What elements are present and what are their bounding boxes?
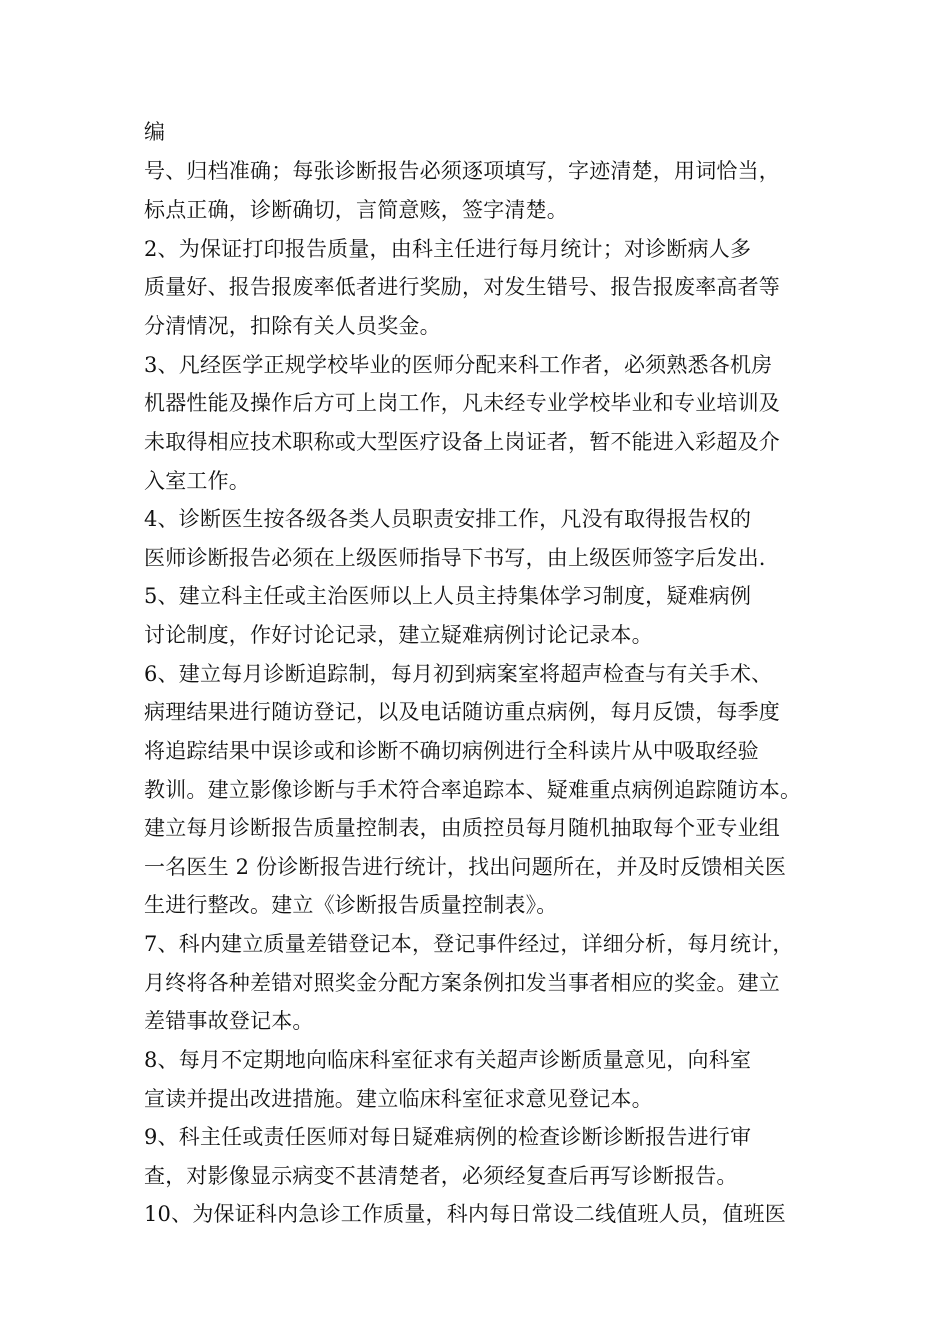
text-line: 查，对影像显示病变不甚清楚者，必须经复查后再写诊断报告。	[144, 1164, 738, 1188]
text-line: 未取得相应技术职称或大型医疗设备上岗证者，暂不能进入彩超及介	[144, 430, 780, 454]
text-line: 8、每月不定期地向临床科室征求有关超声诊断质量意见，向科室	[144, 1048, 752, 1072]
text-line: 宣读并提出改进措施。建立临床科室征求意见登记本。	[144, 1087, 653, 1111]
text-line: 9、科主任或责任医师对每日疑难病例的检查诊断诊断报告进行审	[144, 1125, 752, 1149]
text-line: 讨论制度，作好讨论记录，建立疑难病例讨论记录本。	[144, 623, 653, 647]
text-line: 2、为保证打印报告质量，由科主任进行每月统计；对诊断病人多	[144, 237, 752, 261]
text-line: 7、科内建立质量差错登记本，登记事件经过，详细分析，每月统计，	[144, 932, 794, 956]
text-line: 6、建立每月诊断追踪制，每月初到病案室将超声检查与有关手术、	[144, 662, 773, 686]
text-line: 入室工作。	[144, 469, 250, 493]
text-line: 质量好、报告报废率低者进行奖励，对发生错号、报告报废率高者等	[144, 275, 780, 299]
text-line: 教训。建立影像诊断与手术符合率追踪本、疑难重点病例追踪随访本。	[144, 778, 802, 802]
text-line: 机器性能及操作后方可上岗工作，凡未经专业学校毕业和专业培训及	[144, 391, 780, 415]
text-line: 生进行整改。建立《诊断报告质量控制表》。	[144, 893, 558, 917]
text-line: 标点正确，诊断确切，言简意赅，签字清楚。	[144, 198, 568, 222]
text-line: 建立每月诊断报告质量控制表，由质控员每月随机抽取每个亚专业组	[144, 816, 780, 840]
text-line: 病理结果进行随访登记，以及电话随访重点病例，每月反馈，每季度	[144, 700, 780, 724]
text-line: 3、凡经医学正规学校毕业的医师分配来科工作者，必须熟悉各机房	[144, 353, 773, 377]
text-line: 一名医生 2 份诊断报告进行统计，找出问题所在，并及时反馈相关医	[144, 855, 787, 879]
text-line: 10、为保证科内急诊工作质量，科内每日常设二线值班人员，值班医	[144, 1202, 786, 1226]
text-line: 4、诊断医生按各级各类人员职责安排工作，凡没有取得报告权的	[144, 507, 752, 531]
text-line: 编	[144, 120, 166, 144]
text-line: 将追踪结果中误诊或和诊断不确切病例进行全科读片从中吸取经验	[144, 739, 759, 763]
text-line: 5、建立科主任或主治医师以上人员主持集体学习制度，疑难病例	[144, 584, 752, 608]
text-line: 分清情况，扣除有关人员奖金。	[144, 314, 441, 338]
text-line: 月终将各种差错对照奖金分配方案条例扣发当事者相应的奖金。建立	[144, 971, 780, 995]
text-line: 医师诊断报告必须在上级医师指导下书写，由上级医师签字后发出.	[144, 546, 766, 570]
text-line: 号、归档准确；每张诊断报告必须逐项填写，字迹清楚，用词恰当，	[144, 159, 780, 183]
text-line: 差错事故登记本。	[144, 1009, 314, 1033]
